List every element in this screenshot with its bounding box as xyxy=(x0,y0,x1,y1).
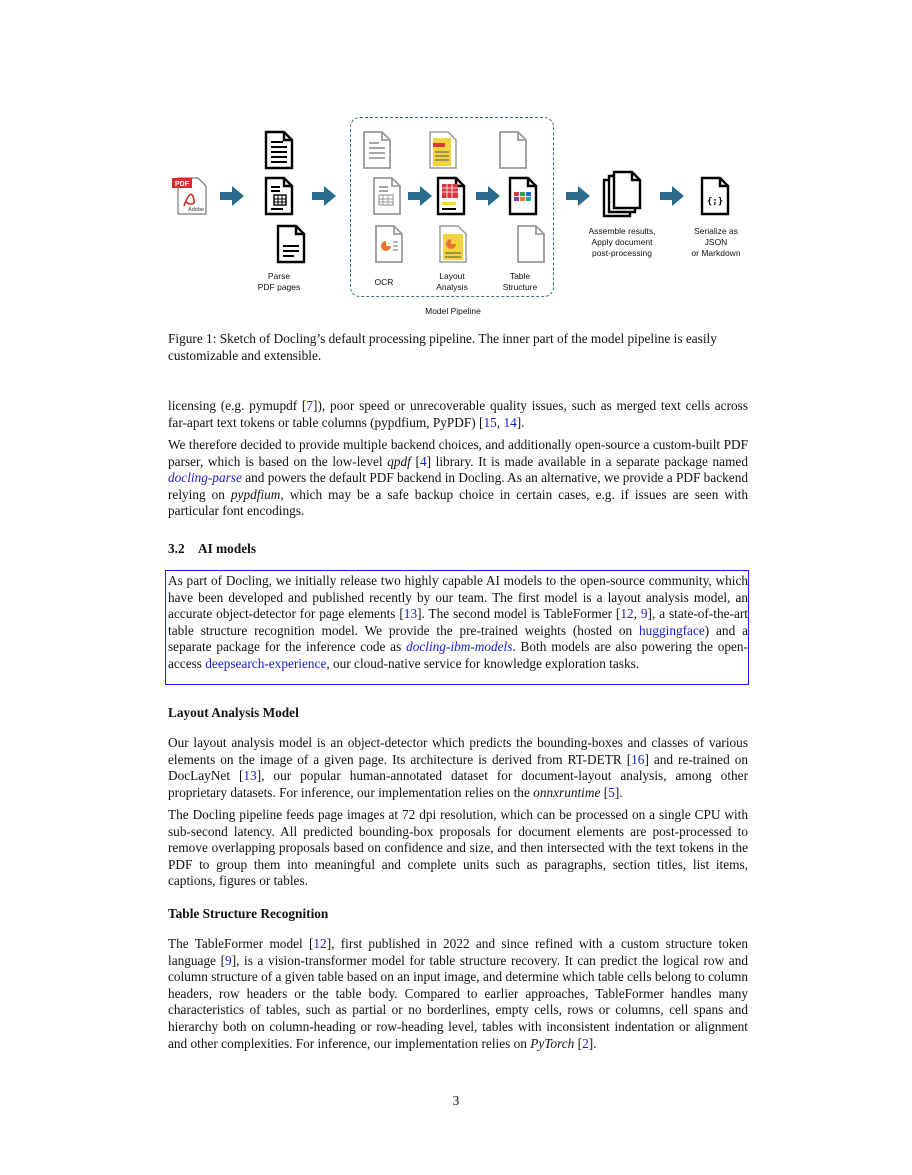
paragraph: The TableFormer model [12], first published in 2022 and since refined with a custom structure token language [9], is a vision-transformer model for table structure recovery. It can predict the logical row and column structure of a given table based on an input image, and determine which table cells belong to column headers, row headers or the table body. Compared to earlier approaches, TableFormer handles many characteristics of tables, such as partial or no borderlines, empty cells, rows or columns, cell spans and hierarchy both on column-heading or row-heading level, tables with inconsistent indentation or alignment and other complexities. For inference, our implementation relies on PyTorch [2]. xyxy=(168,936,749,1051)
docling-parse-link[interactable]: docling-parse xyxy=(168,470,242,486)
paragraph: We therefore decided to provide multiple backend choices, and additionally open-source a custom-built PDF parser, which is based on the low-level qpdf [4] library. It is made available in a separate package named docling-parse and powers the default PDF backend in Docling. As an alternative, we provide a PDF backend relying on pypdfium, which may be a safe backup choice in certain cases, e.g. if issues are seen with particular font encodings. xyxy=(168,437,749,519)
layout-table-doc-icon xyxy=(438,178,464,214)
parse-label: Parse PDF pages xyxy=(257,271,301,292)
table-structure-label: Table Structure xyxy=(502,271,538,292)
document-stack-icon xyxy=(604,172,640,216)
citation-link[interactable]: 5 xyxy=(608,784,615,800)
arrow-icon xyxy=(660,186,684,206)
citation-link[interactable]: 12 xyxy=(620,606,634,622)
adobe-label: Adobe xyxy=(188,207,204,213)
table-blank-doc-icon xyxy=(518,226,544,262)
huggingface-link[interactable]: huggingface xyxy=(639,622,705,638)
paragraph: As part of Docling, we initially release two highly capable AI models to the open-source community, which have been developed and published recently by our team. The first model is a layout analysis model, an accurate object-detector for page elements [13]. The second model is TableFormer [12, 9], a state-of-the-art table structure recognition model. We provide the pre-trained weights (hosted on huggingface) and a separate package for the inference code as docling-ibm-models. Both models are also powering the open-access deepsearch-experience, our cloud-native service for knowledge exploration tasks. xyxy=(168,573,748,671)
table-blank-doc-icon xyxy=(500,132,526,168)
assemble-label: Assemble results, Apply document post-processing xyxy=(588,226,656,258)
arrow-icon xyxy=(312,186,336,206)
citation-link[interactable]: 12 xyxy=(313,936,327,951)
citation-link[interactable]: 14 xyxy=(503,414,517,430)
page-table-icon xyxy=(266,178,292,214)
paragraph: Our layout analysis model is an object-detector which predicts the bounding-boxes and classes of various elements on the image of a given page. Its architecture is derived from RT-DETR [16] and re-trained on DocLayNet [13], our popular human-annotated dataset for document-layout analysis, among other proprietary datasets. For inference, our implementation relies on the onnxruntime [5]. xyxy=(168,735,748,800)
page-number: 3 xyxy=(452,1093,460,1108)
citation-link[interactable]: 13 xyxy=(243,768,257,784)
json-glyph: {;} xyxy=(706,197,724,207)
pdf-file-icon xyxy=(172,178,206,214)
page-text-icon xyxy=(266,132,292,168)
pdf-badge: PDF xyxy=(175,181,189,189)
paragraph: The Docling pipeline feeds page images at 72 dpi resolution, which can be processed on a single CPU with sub-second latency. All predicted bounding-box proposals for document elements are post-processed to remove overlapping proposals based on confidence and size, and then intersected with the text tokens in the PDF to group them into meaningful and complete units such as paragraphs, section titles, list items, captions, figures or tables. xyxy=(168,807,748,889)
citation-link[interactable]: 13 xyxy=(403,606,418,622)
layout-yellow-doc-icon xyxy=(430,132,456,168)
arrow-icon xyxy=(408,186,432,206)
ocr-label: OCR xyxy=(374,277,394,287)
layout-chart-doc-icon xyxy=(440,226,466,262)
arrow-icon xyxy=(566,186,590,206)
arrow-icon xyxy=(476,186,500,206)
subsection-heading: Layout Analysis Model xyxy=(168,705,299,720)
subsection-heading: Table Structure Recognition xyxy=(168,906,329,921)
citation-link[interactable]: 7 xyxy=(306,398,314,413)
layout-analysis-label: Layout Analysis xyxy=(436,271,468,292)
citation-link[interactable]: 2 xyxy=(582,1035,589,1051)
section-heading: 3.2 AI models xyxy=(168,541,256,556)
deepsearch-experience-link[interactable]: deepsearch-experience xyxy=(205,655,327,671)
ocr-chart-doc-icon xyxy=(376,226,402,262)
docling-ibm-models-link[interactable]: docling-ibm-models xyxy=(406,639,513,655)
ocr-text-doc-icon xyxy=(364,132,390,168)
json-file-icon xyxy=(702,178,728,214)
citation-link[interactable]: 9 xyxy=(225,952,232,968)
citation-link[interactable]: 15 xyxy=(483,414,497,430)
citation-link[interactable]: 16 xyxy=(631,751,645,767)
page-lines-icon xyxy=(278,226,304,262)
citation-link[interactable]: 9 xyxy=(640,606,648,622)
table-structure-doc-icon xyxy=(510,178,536,214)
figure-caption: Figure 1: Sketch of Docling’s default processing pipeline. The inner part of the model pipeline is easily customizable and extensible. xyxy=(168,331,717,363)
citation-link[interactable]: 4 xyxy=(419,453,427,469)
serialize-label: Serialize as JSON or Markdown xyxy=(691,226,741,258)
model-pipeline-label: Model Pipeline xyxy=(425,306,481,316)
arrow-icon xyxy=(220,186,244,206)
paragraph: licensing (e.g. pymupdf [7]), poor speed or unrecoverable quality issues, such as merged text cells across far-apart text tokens or table columns (pypdfium, PyPDF) [15, 14]. xyxy=(168,398,748,430)
ocr-table-doc-icon xyxy=(374,178,400,214)
